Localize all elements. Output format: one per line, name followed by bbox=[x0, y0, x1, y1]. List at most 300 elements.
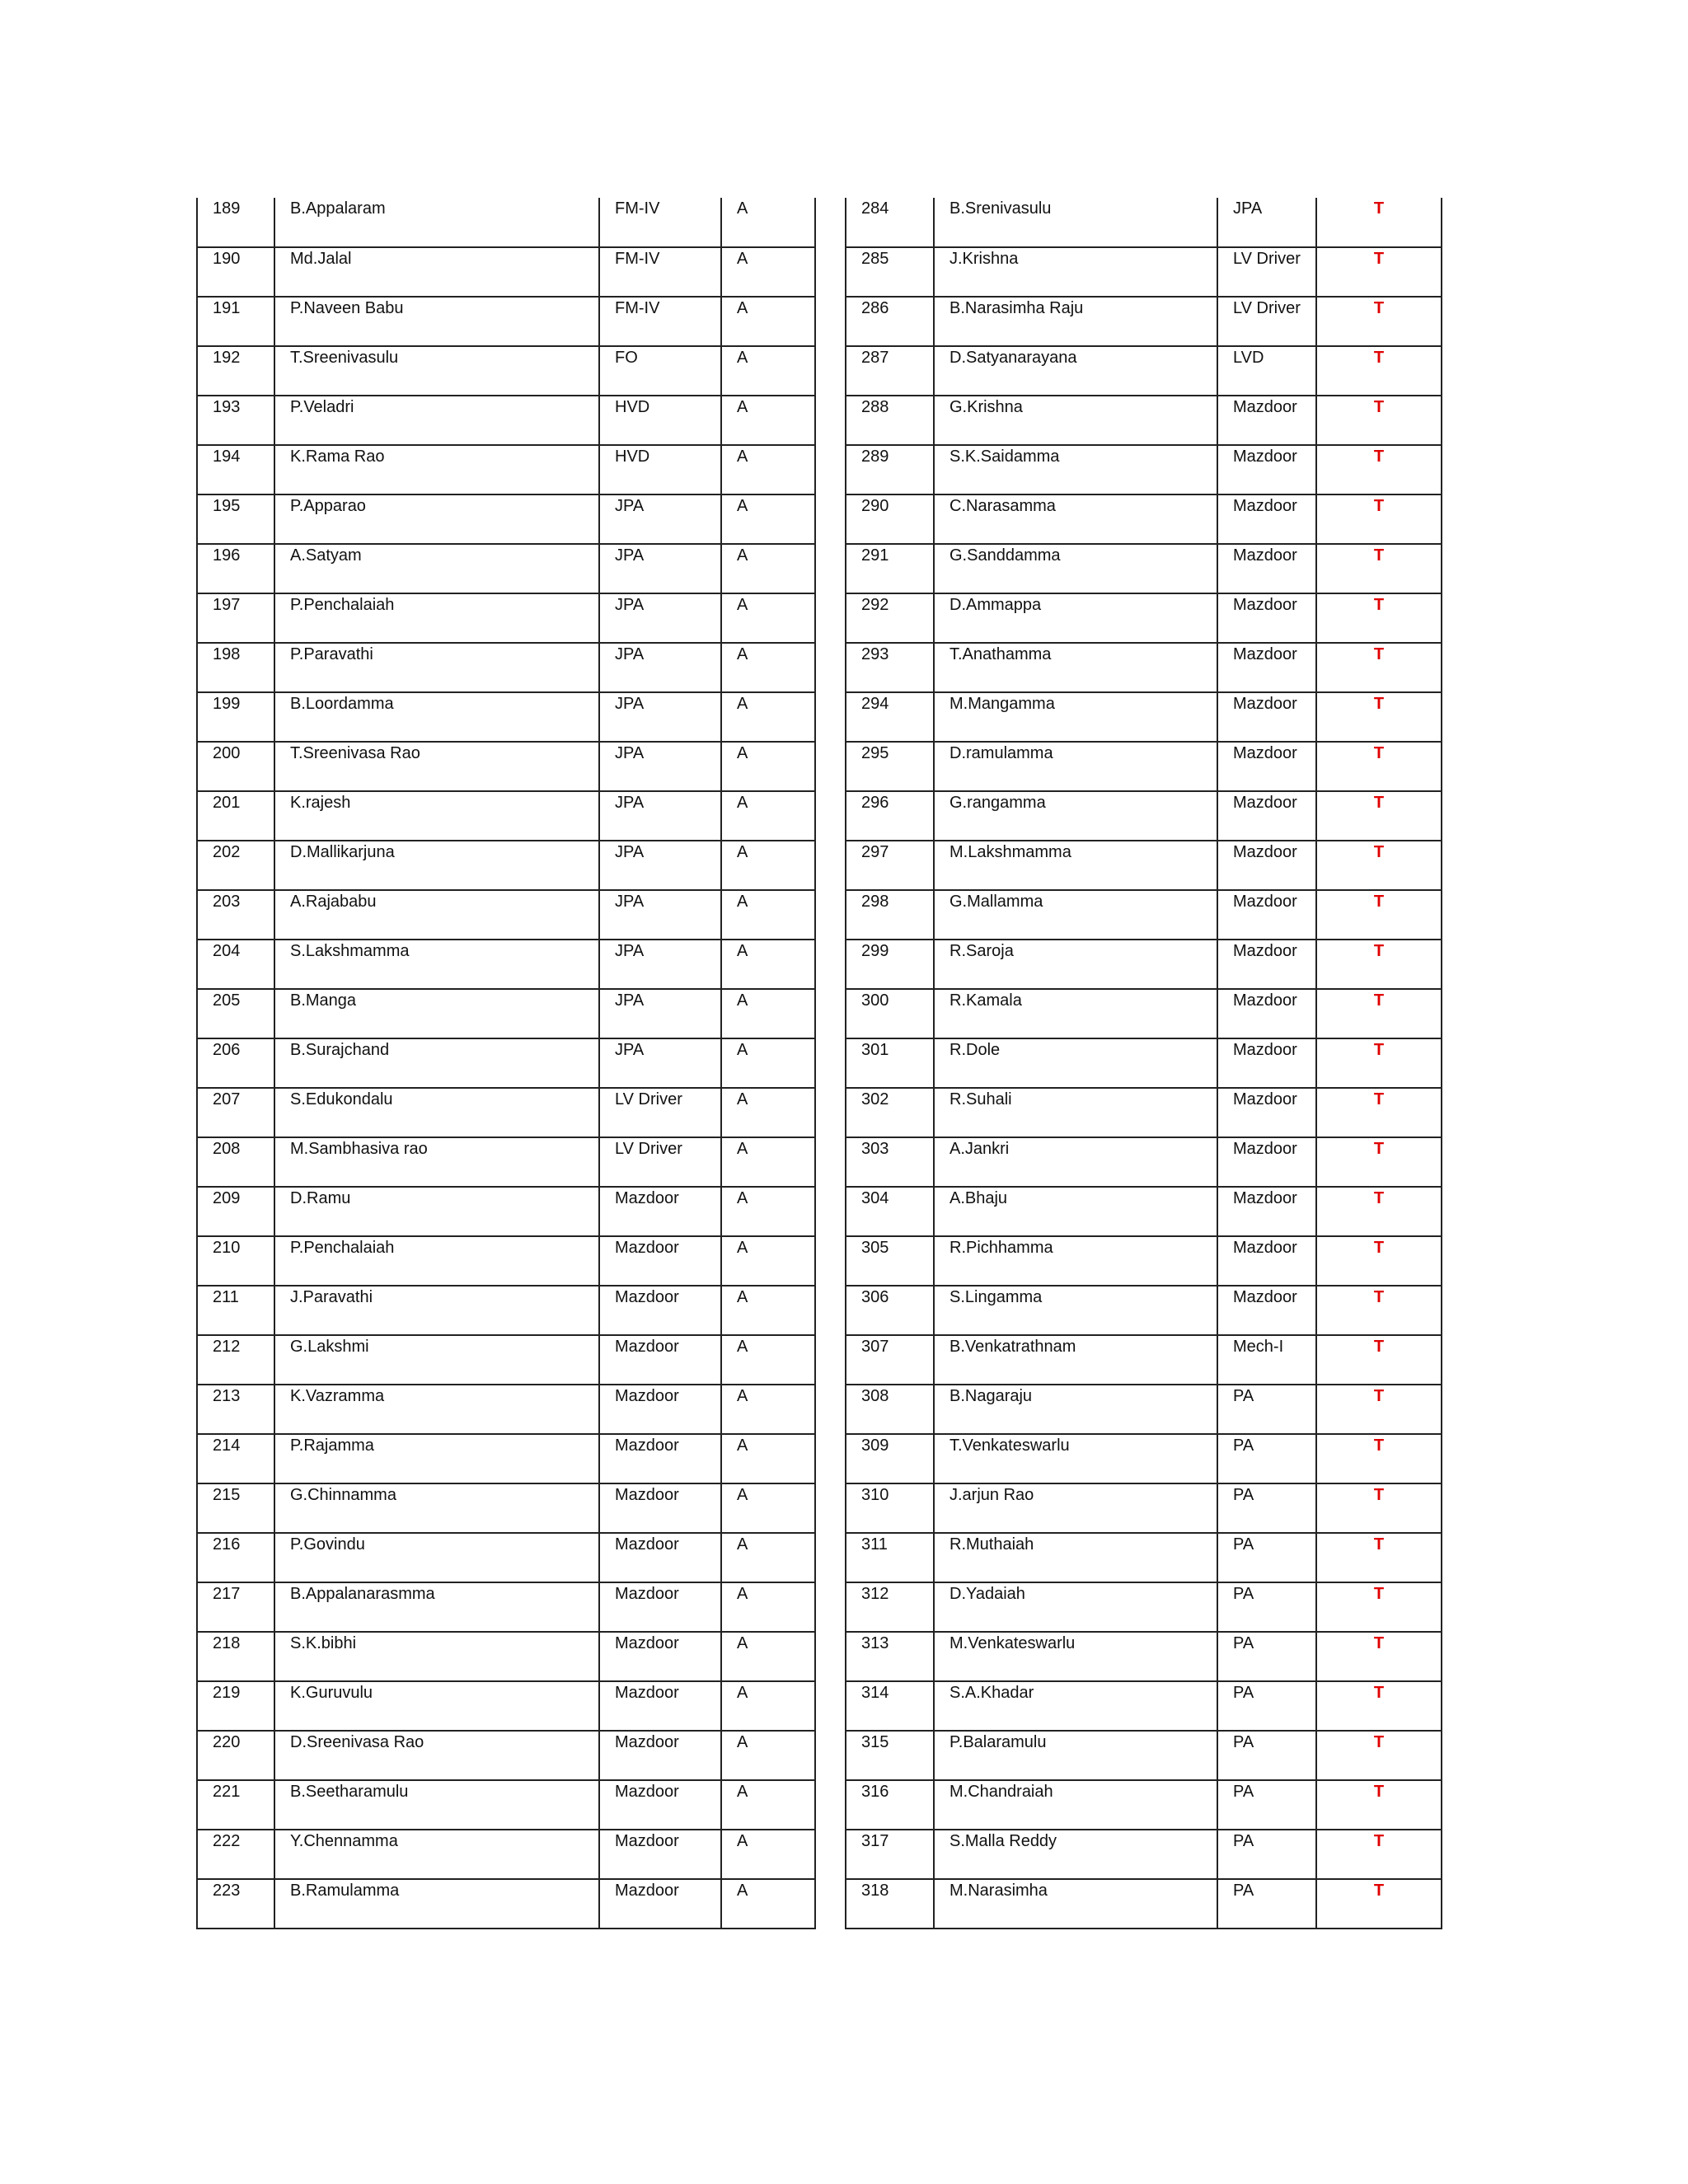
designation-cell: Mazdoor bbox=[599, 1286, 721, 1335]
status-mark-cell bbox=[1316, 1187, 1442, 1236]
status-mark-cell bbox=[1316, 890, 1442, 940]
table-row bbox=[846, 1483, 1442, 1533]
designation-cell: Mazdoor bbox=[1217, 890, 1316, 940]
table-row bbox=[846, 346, 1442, 396]
employee-name-cell: G.Lakshmi bbox=[274, 1335, 599, 1385]
status-mark-cell bbox=[1316, 1731, 1442, 1780]
table-row bbox=[197, 1286, 815, 1335]
serial-number-cell: 206 bbox=[197, 1038, 274, 1088]
status-mark: T bbox=[1373, 1189, 1385, 1207]
designation-cell: JPA bbox=[599, 692, 721, 742]
status-mark-cell bbox=[1316, 643, 1442, 692]
status-mark-cell: A bbox=[721, 841, 815, 890]
employee-name-cell: Md.Jalal bbox=[274, 247, 599, 297]
status-mark: T bbox=[1373, 250, 1385, 268]
table-row bbox=[846, 890, 1442, 940]
employee-name-cell: B.Appalanarasmma bbox=[274, 1582, 599, 1632]
employee-name-cell: J.Krishna bbox=[934, 247, 1217, 297]
serial-number-cell: 212 bbox=[197, 1335, 274, 1385]
designation-cell: Mazdoor bbox=[599, 1385, 721, 1434]
employee-name-cell: S.Lakshmamma bbox=[274, 940, 599, 989]
serial-number-cell: 287 bbox=[846, 346, 934, 396]
designation-cell: Mazdoor bbox=[599, 1434, 721, 1483]
serial-number-cell: 318 bbox=[846, 1879, 934, 1929]
designation-cell: PA bbox=[1217, 1533, 1316, 1582]
status-mark-cell: A bbox=[721, 940, 815, 989]
serial-number-cell: 317 bbox=[846, 1830, 934, 1879]
serial-number-cell: 209 bbox=[197, 1187, 274, 1236]
employee-name-cell: B.Nagaraju bbox=[934, 1385, 1217, 1434]
table-row bbox=[197, 1483, 815, 1533]
employee-name-cell: P.Rajamma bbox=[274, 1434, 599, 1483]
designation-cell: Mazdoor bbox=[1217, 544, 1316, 593]
table-row bbox=[846, 643, 1442, 692]
employee-name-cell: C.Narasamma bbox=[934, 494, 1217, 544]
status-mark-cell bbox=[1316, 297, 1442, 346]
employee-name-cell: J.arjun Rao bbox=[934, 1483, 1217, 1533]
table-row bbox=[197, 1385, 815, 1434]
serial-number-cell: 192 bbox=[197, 346, 274, 396]
serial-number-cell: 204 bbox=[197, 940, 274, 989]
serial-number-cell: 295 bbox=[846, 742, 934, 791]
designation-cell: JPA bbox=[599, 791, 721, 841]
employee-name-cell: D.Ramu bbox=[274, 1187, 599, 1236]
table-row bbox=[197, 1187, 815, 1236]
employee-name-cell: D.Ammappa bbox=[934, 593, 1217, 643]
status-mark-cell bbox=[1316, 989, 1442, 1038]
status-mark-cell bbox=[1316, 593, 1442, 643]
table-row bbox=[846, 1187, 1442, 1236]
table-row bbox=[197, 396, 815, 445]
status-mark: T bbox=[1373, 1140, 1385, 1158]
status-mark: T bbox=[1373, 991, 1385, 1010]
designation-cell: LV Driver bbox=[599, 1137, 721, 1187]
table-row bbox=[197, 692, 815, 742]
status-mark-cell: A bbox=[721, 494, 815, 544]
serial-number-cell: 303 bbox=[846, 1137, 934, 1187]
designation-cell: LV Driver bbox=[1217, 297, 1316, 346]
status-mark-cell: A bbox=[721, 989, 815, 1038]
serial-number-cell: 194 bbox=[197, 445, 274, 494]
employee-name-cell: S.K.bibhi bbox=[274, 1632, 599, 1681]
designation-cell: PA bbox=[1217, 1385, 1316, 1434]
status-mark-cell bbox=[1316, 1533, 1442, 1582]
employee-name-cell: S.Edukondalu bbox=[274, 1088, 599, 1137]
designation-cell: Mazdoor bbox=[1217, 1137, 1316, 1187]
table-row bbox=[846, 297, 1442, 346]
employee-name-cell: M.Mangamma bbox=[934, 692, 1217, 742]
table-row bbox=[197, 346, 815, 396]
table-row bbox=[197, 1582, 815, 1632]
serial-number-cell: 220 bbox=[197, 1731, 274, 1780]
table-row bbox=[846, 841, 1442, 890]
table-row bbox=[846, 593, 1442, 643]
employee-name-cell: P.Paravathi bbox=[274, 643, 599, 692]
serial-number-cell: 215 bbox=[197, 1483, 274, 1533]
serial-number-cell: 207 bbox=[197, 1088, 274, 1137]
employee-name-cell: A.Satyam bbox=[274, 544, 599, 593]
serial-number-cell: 288 bbox=[846, 396, 934, 445]
designation-cell: PA bbox=[1217, 1483, 1316, 1533]
designation-cell: PA bbox=[1217, 1830, 1316, 1879]
status-mark: T bbox=[1373, 1832, 1385, 1850]
designation-cell: JPA bbox=[599, 890, 721, 940]
designation-cell: FO bbox=[599, 346, 721, 396]
status-mark-cell: A bbox=[721, 643, 815, 692]
designation-cell: PA bbox=[1217, 1632, 1316, 1681]
serial-number-cell: 202 bbox=[197, 841, 274, 890]
designation-cell: LVD bbox=[1217, 346, 1316, 396]
serial-number-cell: 294 bbox=[846, 692, 934, 742]
status-mark-cell bbox=[1316, 1830, 1442, 1879]
employee-name-cell: P.Balaramulu bbox=[934, 1731, 1217, 1780]
employee-name-cell: B.Srenivasulu bbox=[934, 198, 1217, 247]
status-mark: T bbox=[1373, 893, 1385, 911]
employee-name-cell: S.Malla Reddy bbox=[934, 1830, 1217, 1879]
serial-number-cell: 296 bbox=[846, 791, 934, 841]
status-mark-cell bbox=[1316, 841, 1442, 890]
designation-cell: Mazdoor bbox=[599, 1335, 721, 1385]
status-mark-cell: A bbox=[721, 198, 815, 247]
designation-cell: Mazdoor bbox=[1217, 940, 1316, 989]
designation-cell: LV Driver bbox=[1217, 247, 1316, 297]
status-mark-cell: A bbox=[721, 1533, 815, 1582]
employee-name-cell: R.Suhali bbox=[934, 1088, 1217, 1137]
serial-number-cell: 301 bbox=[846, 1038, 934, 1088]
table-row bbox=[197, 1434, 815, 1483]
employee-name-cell: D.Yadaiah bbox=[934, 1582, 1217, 1632]
serial-number-cell: 308 bbox=[846, 1385, 934, 1434]
status-mark-cell bbox=[1316, 1385, 1442, 1434]
status-mark-cell bbox=[1316, 198, 1442, 247]
designation-cell: PA bbox=[1217, 1681, 1316, 1731]
designation-cell: Mazdoor bbox=[1217, 989, 1316, 1038]
designation-cell: PA bbox=[1217, 1879, 1316, 1929]
designation-cell: Mazdoor bbox=[1217, 791, 1316, 841]
table-row bbox=[846, 1236, 1442, 1286]
table-row bbox=[197, 1088, 815, 1137]
serial-number-cell: 312 bbox=[846, 1582, 934, 1632]
designation-cell: Mazdoor bbox=[1217, 1038, 1316, 1088]
status-mark-cell bbox=[1316, 742, 1442, 791]
designation-cell: Mazdoor bbox=[1217, 494, 1316, 544]
designation-cell: Mazdoor bbox=[599, 1731, 721, 1780]
status-mark-cell bbox=[1316, 396, 1442, 445]
table-row bbox=[197, 940, 815, 989]
status-mark-cell: A bbox=[721, 346, 815, 396]
employee-name-cell: P.Apparao bbox=[274, 494, 599, 544]
employee-name-cell: K.Guruvulu bbox=[274, 1681, 599, 1731]
employee-name-cell: S.Lingamma bbox=[934, 1286, 1217, 1335]
serial-number-cell: 300 bbox=[846, 989, 934, 1038]
serial-number-cell: 285 bbox=[846, 247, 934, 297]
status-mark-cell: A bbox=[721, 890, 815, 940]
designation-cell: JPA bbox=[599, 544, 721, 593]
status-mark: T bbox=[1373, 596, 1385, 614]
status-mark-cell bbox=[1316, 1335, 1442, 1385]
status-mark: T bbox=[1373, 1338, 1385, 1356]
status-mark: T bbox=[1373, 199, 1385, 218]
status-mark: T bbox=[1373, 349, 1385, 367]
serial-number-cell: 195 bbox=[197, 494, 274, 544]
employee-name-cell: J.Paravathi bbox=[274, 1286, 599, 1335]
designation-cell: JPA bbox=[599, 940, 721, 989]
status-mark-cell bbox=[1316, 544, 1442, 593]
table-row bbox=[846, 1533, 1442, 1582]
table-row bbox=[197, 1137, 815, 1187]
table-row bbox=[846, 989, 1442, 1038]
table-row bbox=[197, 841, 815, 890]
employee-name-cell: Y.Chennamma bbox=[274, 1830, 599, 1879]
table-row bbox=[846, 692, 1442, 742]
designation-cell: Mazdoor bbox=[1217, 396, 1316, 445]
designation-cell: Mazdoor bbox=[1217, 593, 1316, 643]
employee-name-cell: D.Mallikarjuna bbox=[274, 841, 599, 890]
employee-name-cell: B.Seetharamulu bbox=[274, 1780, 599, 1830]
table-row bbox=[197, 544, 815, 593]
serial-number-cell: 190 bbox=[197, 247, 274, 297]
table-row bbox=[846, 1385, 1442, 1434]
serial-number-cell: 198 bbox=[197, 643, 274, 692]
status-mark-cell: A bbox=[721, 1385, 815, 1434]
status-mark: T bbox=[1373, 1585, 1385, 1603]
designation-cell: Mazdoor bbox=[599, 1681, 721, 1731]
serial-number-cell: 201 bbox=[197, 791, 274, 841]
status-mark: T bbox=[1373, 1387, 1385, 1405]
designation-cell: HVD bbox=[599, 396, 721, 445]
employee-name-cell: P.Penchalaiah bbox=[274, 593, 599, 643]
employee-table-left bbox=[196, 198, 816, 1929]
serial-number-cell: 199 bbox=[197, 692, 274, 742]
employee-name-cell: B.Surajchand bbox=[274, 1038, 599, 1088]
designation-cell: Mech-I bbox=[1217, 1335, 1316, 1385]
designation-cell: Mazdoor bbox=[1217, 445, 1316, 494]
serial-number-cell: 196 bbox=[197, 544, 274, 593]
status-mark-cell bbox=[1316, 1632, 1442, 1681]
status-mark-cell bbox=[1316, 1088, 1442, 1137]
status-mark: T bbox=[1373, 299, 1385, 317]
employee-name-cell: B.Venkatrathnam bbox=[934, 1335, 1217, 1385]
designation-cell: Mazdoor bbox=[1217, 643, 1316, 692]
table-row bbox=[846, 1830, 1442, 1879]
designation-cell: Mazdoor bbox=[1217, 692, 1316, 742]
serial-number-cell: 286 bbox=[846, 297, 934, 346]
employee-name-cell: S.K.Saidamma bbox=[934, 445, 1217, 494]
serial-number-cell: 304 bbox=[846, 1187, 934, 1236]
status-mark: T bbox=[1373, 1882, 1385, 1900]
table-row bbox=[846, 742, 1442, 791]
status-mark-cell bbox=[1316, 1286, 1442, 1335]
table-row bbox=[846, 791, 1442, 841]
status-mark-cell bbox=[1316, 791, 1442, 841]
status-mark: T bbox=[1373, 497, 1385, 515]
employee-table-right bbox=[845, 198, 1442, 1929]
status-mark-cell bbox=[1316, 1038, 1442, 1088]
table-row bbox=[197, 1780, 815, 1830]
designation-cell: PA bbox=[1217, 1780, 1316, 1830]
table-row bbox=[846, 1286, 1442, 1335]
serial-number-cell: 189 bbox=[197, 198, 274, 247]
status-mark-cell: A bbox=[721, 1038, 815, 1088]
designation-cell: Mazdoor bbox=[1217, 1187, 1316, 1236]
designation-cell: JPA bbox=[599, 742, 721, 791]
status-mark-cell: A bbox=[721, 247, 815, 297]
employee-name-cell: P.Veladri bbox=[274, 396, 599, 445]
employee-name-cell: G.Krishna bbox=[934, 396, 1217, 445]
employee-name-cell: P.Govindu bbox=[274, 1533, 599, 1582]
designation-cell: PA bbox=[1217, 1434, 1316, 1483]
status-mark: T bbox=[1373, 1783, 1385, 1801]
employee-name-cell: R.Pichhamma bbox=[934, 1236, 1217, 1286]
employee-name-cell: P.Naveen Babu bbox=[274, 297, 599, 346]
status-mark-cell: A bbox=[721, 1681, 815, 1731]
designation-cell: JPA bbox=[599, 841, 721, 890]
designation-cell: Mazdoor bbox=[599, 1879, 721, 1929]
designation-cell: Mazdoor bbox=[599, 1236, 721, 1286]
status-mark-cell bbox=[1316, 1483, 1442, 1533]
status-mark-cell bbox=[1316, 1137, 1442, 1187]
employee-name-cell: K.Rama Rao bbox=[274, 445, 599, 494]
status-mark: T bbox=[1373, 942, 1385, 960]
designation-cell: JPA bbox=[599, 1038, 721, 1088]
employee-name-cell: D.ramulamma bbox=[934, 742, 1217, 791]
designation-cell: FM-IV bbox=[599, 198, 721, 247]
status-mark-cell: A bbox=[721, 742, 815, 791]
table-row bbox=[197, 1731, 815, 1780]
table-row bbox=[197, 297, 815, 346]
status-mark-cell bbox=[1316, 1681, 1442, 1731]
employee-name-cell: G.rangamma bbox=[934, 791, 1217, 841]
status-mark: T bbox=[1373, 1486, 1385, 1504]
status-mark: T bbox=[1373, 546, 1385, 565]
status-mark: T bbox=[1373, 695, 1385, 713]
table-row bbox=[197, 1879, 815, 1929]
designation-cell: Mazdoor bbox=[1217, 1286, 1316, 1335]
table-row bbox=[197, 643, 815, 692]
employee-name-cell: T.Sreenivasa Rao bbox=[274, 742, 599, 791]
table-row bbox=[197, 1632, 815, 1681]
status-mark-cell: A bbox=[721, 1434, 815, 1483]
status-mark-cell bbox=[1316, 1780, 1442, 1830]
employee-name-cell: B.Narasimha Raju bbox=[934, 297, 1217, 346]
status-mark-cell bbox=[1316, 940, 1442, 989]
serial-number-cell: 290 bbox=[846, 494, 934, 544]
employee-name-cell: A.Rajababu bbox=[274, 890, 599, 940]
serial-number-cell: 213 bbox=[197, 1385, 274, 1434]
status-mark: T bbox=[1373, 645, 1385, 663]
employee-name-cell: P.Penchalaiah bbox=[274, 1236, 599, 1286]
serial-number-cell: 210 bbox=[197, 1236, 274, 1286]
status-mark: T bbox=[1373, 744, 1385, 762]
serial-number-cell: 214 bbox=[197, 1434, 274, 1483]
employee-name-cell: G.Mallamma bbox=[934, 890, 1217, 940]
serial-number-cell: 217 bbox=[197, 1582, 274, 1632]
status-mark-cell: A bbox=[721, 791, 815, 841]
designation-cell: Mazdoor bbox=[1217, 742, 1316, 791]
serial-number-cell: 299 bbox=[846, 940, 934, 989]
serial-number-cell: 289 bbox=[846, 445, 934, 494]
status-mark-cell: A bbox=[721, 396, 815, 445]
serial-number-cell: 316 bbox=[846, 1780, 934, 1830]
serial-number-cell: 313 bbox=[846, 1632, 934, 1681]
serial-number-cell: 284 bbox=[846, 198, 934, 247]
employee-name-cell: R.Dole bbox=[934, 1038, 1217, 1088]
employee-name-cell: K.rajesh bbox=[274, 791, 599, 841]
table-row bbox=[197, 1038, 815, 1088]
designation-cell: Mazdoor bbox=[1217, 1088, 1316, 1137]
status-mark-cell: A bbox=[721, 593, 815, 643]
table-row bbox=[197, 1533, 815, 1582]
serial-number-cell: 309 bbox=[846, 1434, 934, 1483]
designation-cell: HVD bbox=[599, 445, 721, 494]
status-mark-cell: A bbox=[721, 1286, 815, 1335]
status-mark-cell: A bbox=[721, 1483, 815, 1533]
status-mark-cell bbox=[1316, 1582, 1442, 1632]
table-row bbox=[197, 247, 815, 297]
table-row bbox=[846, 1137, 1442, 1187]
status-mark-cell bbox=[1316, 247, 1442, 297]
designation-cell: Mazdoor bbox=[599, 1632, 721, 1681]
designation-cell: FM-IV bbox=[599, 247, 721, 297]
designation-cell: FM-IV bbox=[599, 297, 721, 346]
employee-name-cell: B.Ramulamma bbox=[274, 1879, 599, 1929]
serial-number-cell: 305 bbox=[846, 1236, 934, 1286]
serial-number-cell: 208 bbox=[197, 1137, 274, 1187]
serial-number-cell: 197 bbox=[197, 593, 274, 643]
designation-cell: JPA bbox=[599, 593, 721, 643]
serial-number-cell: 292 bbox=[846, 593, 934, 643]
serial-number-cell: 298 bbox=[846, 890, 934, 940]
status-mark-cell bbox=[1316, 494, 1442, 544]
table-row bbox=[846, 544, 1442, 593]
serial-number-cell: 291 bbox=[846, 544, 934, 593]
table-row bbox=[197, 1681, 815, 1731]
serial-number-cell: 219 bbox=[197, 1681, 274, 1731]
table-row bbox=[846, 1335, 1442, 1385]
status-mark-cell bbox=[1316, 692, 1442, 742]
status-mark: T bbox=[1373, 1239, 1385, 1257]
table-row bbox=[846, 396, 1442, 445]
status-mark: T bbox=[1373, 1288, 1385, 1306]
serial-number-cell: 310 bbox=[846, 1483, 934, 1533]
table-row bbox=[846, 247, 1442, 297]
status-mark-cell: A bbox=[721, 1088, 815, 1137]
table-row bbox=[846, 494, 1442, 544]
table-row bbox=[197, 791, 815, 841]
designation-cell: JPA bbox=[599, 989, 721, 1038]
serial-number-cell: 223 bbox=[197, 1879, 274, 1929]
employee-name-cell: S.A.Khadar bbox=[934, 1681, 1217, 1731]
status-mark: T bbox=[1373, 1436, 1385, 1455]
serial-number-cell: 193 bbox=[197, 396, 274, 445]
status-mark: T bbox=[1373, 1535, 1385, 1554]
serial-number-cell: 314 bbox=[846, 1681, 934, 1731]
serial-number-cell: 191 bbox=[197, 297, 274, 346]
designation-cell: PA bbox=[1217, 1731, 1316, 1780]
designation-cell: Mazdoor bbox=[599, 1582, 721, 1632]
table-row bbox=[197, 494, 815, 544]
status-mark-cell: A bbox=[721, 1335, 815, 1385]
table-row bbox=[197, 890, 815, 940]
status-mark-cell: A bbox=[721, 1879, 815, 1929]
serial-number-cell: 315 bbox=[846, 1731, 934, 1780]
status-mark-cell: A bbox=[721, 1187, 815, 1236]
serial-number-cell: 307 bbox=[846, 1335, 934, 1385]
serial-number-cell: 302 bbox=[846, 1088, 934, 1137]
employee-name-cell: M.Narasimha bbox=[934, 1879, 1217, 1929]
status-mark-cell: A bbox=[721, 445, 815, 494]
serial-number-cell: 218 bbox=[197, 1632, 274, 1681]
